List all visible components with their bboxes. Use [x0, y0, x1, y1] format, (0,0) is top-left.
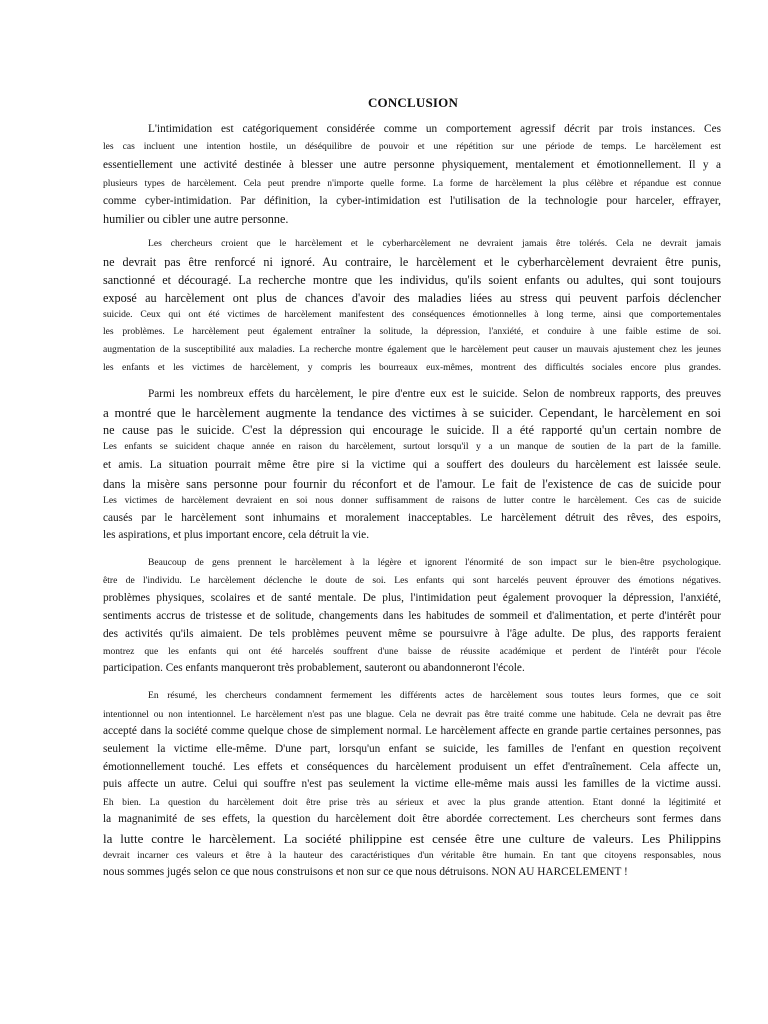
text-line: ne cause pas le suicide. C'est la dépression qui encourage le suicide. Il a été rapporté qu'un certain nombre de — [103, 424, 721, 437]
text-line: nous sommes jugés selon ce que nous construisons et non sur ce que nous détruisons. NON AU HARCELEMENT ! — [103, 867, 628, 878]
text-line: suicide. Ceux qui ont été victimes de harcèlement manifestent des conséquences émotionnelles à long terme, ainsi que comportementales — [103, 310, 721, 320]
text-line: seulement la victime elle-même. D'une part, lorsqu'un enfant se suicide, les familles de l'enfant en question reçoivent — [103, 744, 721, 755]
text-line: émotionnellement touché. Les effets et conséquences du harcèlement produisent un effet d'entraînement. Cela affecte un, — [103, 762, 721, 773]
text-line: augmentation de la susceptibilité aux maladies. La recherche montre également que le harcèlement peut causer un mauvais ajustement chez les jeunes — [103, 345, 721, 355]
text-line: Eh bien. La question du harcèlement doit être prise très au sérieux et avec la plus grande attention. Étant donné la légitimité et — [103, 798, 721, 808]
text-line: être de l'individu. Le harcèlement déclenche le doute de soi. Les enfants qui sont harcelés peuvent éprouver des émotions négatives. — [103, 576, 721, 586]
page-title: CONCLUSION — [367, 95, 459, 110]
text-line: Parmi les nombreux effets du harcèlement, le pire d'entre eux est le suicide. Selon de nombreux rapports, des preuves — [148, 389, 721, 400]
text-line: des activités qu'ils aimaient. De tels problèmes peuvent même se poursuivre à l'âge adulte. De plus, des rapports feraient — [103, 629, 721, 640]
text-line: accepté dans la société comme quelque chose de simplement normal. Le harcèlement affecte en grande partie certaines personnes, pas — [103, 726, 721, 737]
text-line: Les enfants se suicident chaque année en raison du harcèlement, surtout lorsqu'il y a un manque de soutien de la part de la famille. — [103, 442, 721, 452]
text-line: puis affecte un autre. Celui qui souffre n'est pas seulement la victime elle-même mais aussi les familles de la victime aussi. — [103, 779, 721, 790]
text-line: les aspirations, et plus important encore, cela détruit la vie. — [103, 530, 370, 541]
text-line: L'intimidation est catégoriquement considérée comme un comportement agressif décrit par trois instances. Ces — [148, 124, 721, 135]
text-line: En résumé, les chercheurs condamnent fermement les différents actes de harcèlement sous toutes leurs formes, que ce soit — [148, 691, 721, 701]
text-line: comme cyber-intimidation. Par définition, la cyber-intimidation est l'utilisation de la technologie pour harceler, effrayer, — [103, 196, 721, 207]
text-line: intentionnel ou non intentionnel. Le harcèlement n'est pas une blague. Cela ne devrait pas être traité comme une habitude. Cela ne devrait pas être — [103, 710, 721, 720]
text-line: la lutte contre le harcèlement. La société philippine est censée être une culture de valeurs. Les Philippins — [103, 832, 721, 845]
text-line: causés par le harcèlement sont inhumains et moralement inacceptables. Le harcèlement détruit des rêves, des espoirs, — [103, 513, 721, 524]
text-line: les problèmes. Le harcèlement peut également entraîner la solitude, la dépression, l'anxiété, et conduire à une faible estime de soi. — [103, 327, 721, 337]
text-line: Beaucoup de gens prennent le harcèlement à la légère et ignorent l'énormité de son impact sur le bien-être psychologique. — [148, 558, 721, 568]
text-line: et amis. La situation pourrait même être pire si la victime qui a souffert des douleurs du harcèlement est laissée seule. — [103, 460, 721, 471]
text-line: plusieurs types de harcèlement. Cela peut prendre n'importe quelle forme. La forme de harcèlement la plus célèbre et répandue est connue — [103, 179, 721, 189]
text-line: humilier ou cibler une autre personne. — [103, 213, 289, 226]
text-line: essentiellement une activité destinée à blesser une autre personne physiquement, mentalement et émotionnellement. Il y a — [103, 160, 721, 171]
text-line: montrez que les enfants qui ont été harcelés souffrent d'une baisse de réussite académique et perdent de l'intérêt pour l'école — [103, 647, 721, 657]
text-line: la magnanimité de ses effets, la question du harcèlement doit être abordée correctement. Les chercheurs sont fermes dans — [103, 814, 721, 825]
text-line: exposé au harcèlement ont plus de chances d'avoir des maladies liées au stress qui peuvent parfois déclencher — [103, 292, 721, 305]
text-line: participation. Ces enfants manqueront très probablement, sauteront ou abandonneront l'école. — [103, 663, 525, 674]
text-line: sanctionné et découragé. La recherche montre que les individus, qu'ils soient enfants ou adultes, qui sont toujours — [103, 274, 721, 287]
text-line: Les chercheurs croient que le harcèlement et le cyberharcèlement ne devraient jamais être tolérés. Cela ne devrait jamais — [148, 239, 721, 249]
text-line: devrait incarner ces valeurs et être à la hauteur des caractéristiques d'un véritable être humain. En tant que citoyens responsables, nous — [103, 851, 721, 861]
text-line: problèmes physiques, scolaires et de santé mentale. De plus, l'intimidation peut également provoquer la dépression, l'anxiété, — [103, 593, 721, 604]
text-line: sentiments accrus de tristesse et de solitude, changements dans les habitudes de sommeil et d'alimentation, et perte d'intérêt pour — [103, 611, 721, 622]
text-line: a montré que le harcèlement augmente la tendance des victimes à se suicider. Cependant, le harcèlement en soi — [103, 406, 721, 419]
text-line: Les victimes de harcèlement devraient en soi nous donner suffisamment de raisons de lutter contre le harcèlement. Ces cas de suicide — [103, 496, 721, 506]
text-line: dans la misère sans personne pour fournir du réconfort et de l'amour. Le fait de l'existence de cas de suicide pour — [103, 478, 721, 491]
text-line: ne devrait pas être renforcé ni ignoré. Au contraire, le harcèlement et le cyberharcèlement devraient être punis, — [103, 256, 721, 269]
text-line: les cas incluent une intention hostile, un déséquilibre de pouvoir et une répétition sur une période de temps. Le harcèlement est — [103, 142, 721, 152]
text-line: les enfants et les victimes de harcèlement, y compris les bourreaux eux-mêmes, montrent des difficultés sociales encore plus grandes. — [103, 363, 721, 373]
